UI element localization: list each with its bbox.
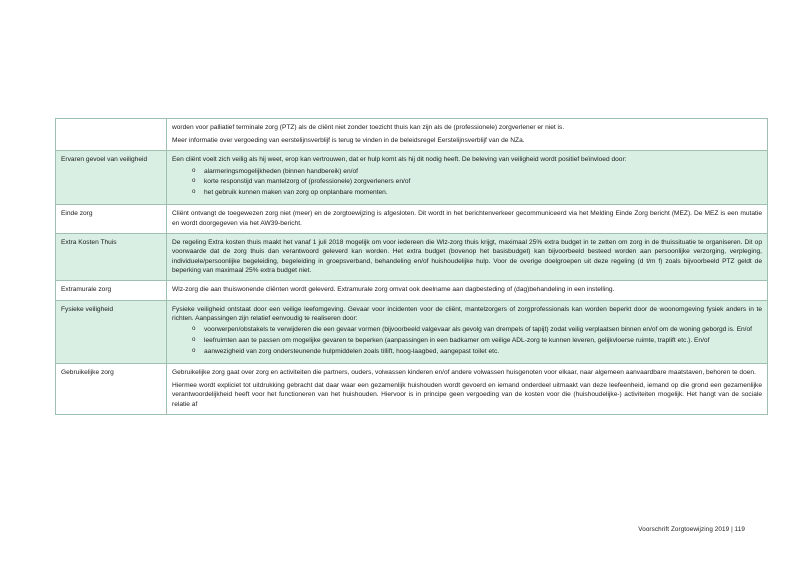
definition-paragraph: Gebruikelijke zorg gaat over zorg en activiteiten die partners, ouders, volwassen kinderen en/of andere volwassen huisgenoten voor elkaar, naar algemeen aanvaardbare maatstaven, behoren te doen. bbox=[172, 368, 756, 376]
table-row bbox=[56, 363, 768, 414]
list-item: o alarmeringsmogelijkheden (binnen handbereik) en/of bbox=[204, 167, 762, 176]
list-item: o voorwerpen/obstakels te verwijderen die een gevaar vormen (bijvoorbeeld valgevaar als gevolg van drempels of tapijt) zodat veilig verplaatsen binnen en/of om de woning geborgd is. En/of bbox=[204, 325, 762, 334]
list-item: o aanwezigheid van zorg ondersteunende hulpmiddelen zoals tillift, hoog-laagbed, aangepast toilet etc. bbox=[204, 347, 762, 356]
definition-paragraph: worden voor palliatief terminale zorg (PTZ) als de cliënt niet zonder toezicht thuis kan zijn als de (professionele) zorgverlener er niet is. bbox=[172, 124, 565, 131]
term-cell bbox=[56, 281, 167, 300]
glossary-table bbox=[55, 118, 768, 415]
term-cell bbox=[56, 151, 167, 205]
table-row bbox=[56, 281, 768, 300]
definition-paragraph: Hiermee wordt expliciet tot uitdrukking gebracht dat daar waar een gezamenlijk huishouden wordt gevoerd en iemand onderdeel uitmaakt van deze leefeenheid, iemand op die grond een gezamenlijke verantwoordelijkheid heeft voor het functioneren van het huishouden. Hiervoor is in principe geen vergoeding van de kosten voor die (huishoudelijke-) activiteiten mogelijk. Het hangt van de sociale relatie af bbox=[172, 381, 762, 408]
term-label: Ervaren gevoel van veiligheid bbox=[61, 156, 148, 164]
table-row bbox=[56, 205, 768, 234]
definition-cell bbox=[167, 205, 768, 234]
definition-cell bbox=[167, 300, 768, 363]
definition-cell bbox=[167, 281, 768, 300]
term-cell bbox=[56, 300, 167, 363]
term-label: Extra Kosten Thuis bbox=[61, 238, 117, 246]
definition-bullet-list bbox=[172, 167, 762, 198]
list-item: o het gebruik kunnen maken van zorg op onplanbare momenten. bbox=[204, 188, 762, 197]
page-footer: Voorschrift Zorgtoewijzing 2019 | 119 bbox=[638, 526, 745, 533]
term-label: Extramurale zorg bbox=[61, 286, 112, 294]
definition-cell bbox=[167, 233, 768, 280]
definition-paragraph: Meer informatie over vergoeding van eerstelijnsverblijf is terug te vinden in de beleidsregel Eerstelijnsverblijf van de NZa. bbox=[172, 136, 525, 144]
list-item: o leefruimten aan te passen om mogelijke gevaren te beperken (aanpassingen in een badkamer om veilige ADL-zorg te kunnen leveren, gelijkvloerse ruimte, traplift etc.). En/of bbox=[204, 336, 762, 345]
definition-paragraph: Fysieke veiligheid ontstaat door een veilige leefomgeving. Gevaar voor incidenten voor de cliënt, mantelzorgers of zorgprofessionals kan worden beperkt door de woonomgeving fysiek anders in te richten. Aanpassingen zijn relatief eenvoudig te realiseren door: bbox=[172, 305, 762, 323]
term-cell bbox=[56, 205, 167, 234]
list-item: o korte responstijd van mantelzorg of (professionele) zorgverleners en/of bbox=[204, 177, 762, 186]
term-label: Einde zorg bbox=[61, 210, 93, 218]
term-cell bbox=[56, 363, 167, 414]
table-row bbox=[56, 119, 768, 151]
definition-paragraph: Wlz-zorg die aan thuiswonende cliënten wordt geleverd. Extramurale zorg omvat ook deelname aan dagbesteding of (dag)behandeling in een instelling. bbox=[172, 286, 615, 294]
term-label: Gebruikelijke zorg bbox=[61, 368, 114, 376]
term-cell bbox=[56, 119, 167, 151]
definition-cell bbox=[167, 151, 768, 205]
table-row bbox=[56, 233, 768, 280]
definition-cell bbox=[167, 119, 768, 151]
definition-paragraph: De regeling Extra kosten thuis maakt het vanaf 1 juli 2018 mogelijk om voor iedereen die Wlz-zorg thuis krijgt, maximaal 25% extra budget in te zetten om zorg in de thuissituatie te organiseren. Dit op voorwaarde dat de zorg thuis dan verantwoord geleverd kan worden. Het extra budget (bovenop het basisbudget) kan bijvoorbeeld besteed worden aan persoonlijke verzorging, verpleging, individuele/persoonlijke begeleiding, begeleiding in groepsverband, behandeling en/of huishoudelijke hulp. Voor de overige doelgroepen uit deze regeling (d t/m f) zoals bijvoorbeeld PTZ geldt de beperking van maximaal 25% extra budget niet. bbox=[172, 238, 762, 274]
definition-paragraph: Een cliënt voelt zich veilig als hij weet, erop kan vertrouwen, dat er hulp komt als hij dit nodig heeft. De beleving van veiligheid wordt positief beïnvloed door: bbox=[172, 156, 627, 164]
term-cell bbox=[56, 233, 167, 280]
glossary-table-body bbox=[56, 119, 768, 415]
table-row bbox=[56, 151, 768, 205]
definition-paragraph: Cliënt ontvangt de toegewezen zorg niet (meer) en de zorgtoewijzing is afgesloten. Dit wordt in het berichtenverkeer gecommuniceerd via het Melding Einde Zorg bericht (MEZ). De MEZ is een mutatie en wordt doorgegeven via het AW39-bericht. bbox=[172, 210, 762, 227]
term-label: Fysieke veiligheid bbox=[61, 305, 114, 313]
definition-cell bbox=[167, 363, 768, 414]
table-row bbox=[56, 300, 768, 363]
definition-bullet-list bbox=[172, 325, 762, 356]
